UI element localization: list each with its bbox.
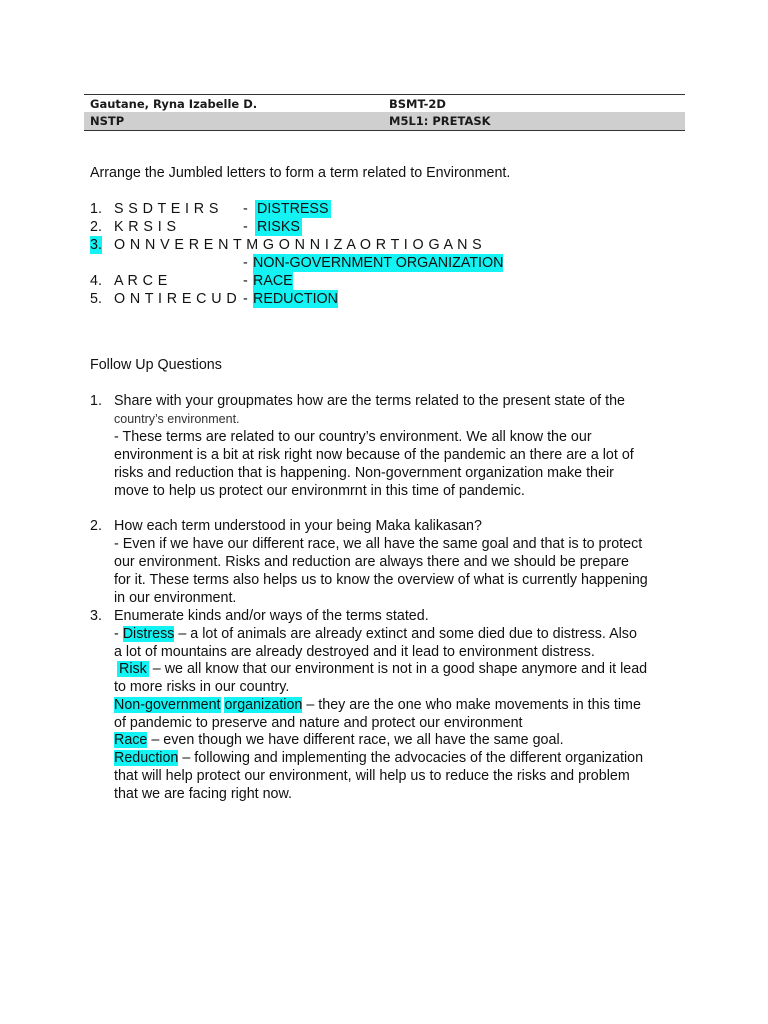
ngo-text: – they are the one who make movements in this time xyxy=(302,697,641,713)
term-organization: organization xyxy=(224,697,303,713)
student-name: Gautane, Ryna Izabelle D. xyxy=(90,97,258,111)
task-title: M5L1: PRETASK xyxy=(389,114,491,128)
distress-text: – a lot of animals are already extinct and some died due to distress. Also xyxy=(174,626,637,642)
answer-line: risks and reduction that is happening. Non-government organization make their xyxy=(114,465,614,481)
distress-line-2: a lot of mountains are already destroyed and it lead to environment distress. xyxy=(114,644,595,660)
question-1-text: Share with your groupmates how are the terms related to the present state of the xyxy=(114,393,625,409)
item-number: 2. xyxy=(90,219,102,235)
jumbled-letters: O N N V E R E N T M G O N N I Z A O R T I O G A N S xyxy=(114,237,483,253)
item-number: 3. xyxy=(90,237,102,253)
race-line xyxy=(114,731,564,749)
header-row-2 xyxy=(84,112,685,131)
jumbled-letters: A R C E xyxy=(114,273,168,289)
risk-line-2: to more risks in our country. xyxy=(114,679,290,695)
subject: NSTP xyxy=(90,114,125,128)
question-number: 1. xyxy=(90,393,102,409)
term-risk: Risk xyxy=(119,661,147,677)
term-distress: Distress xyxy=(122,626,175,642)
question-number: 3. xyxy=(90,608,102,624)
prefix: - xyxy=(114,626,123,642)
reduction-text: – following and implementing the advocacies of the different organization xyxy=(178,750,644,766)
question-3-text: Enumerate kinds and/or ways of the terms stated. xyxy=(114,608,429,624)
header-row-1 xyxy=(84,94,685,114)
item-number: 4. xyxy=(90,273,102,289)
instructions: Arrange the Jumbled letters to form a term related to Environment. xyxy=(90,165,511,181)
term-non-government: Non-government xyxy=(114,697,221,713)
answer-ngo: NON-GOVERNMENT ORGANIZATION xyxy=(253,255,504,271)
dash: - xyxy=(243,291,248,307)
ngo-line xyxy=(114,696,641,714)
answer-line: for it. These terms also helps us to know the overview of what is currently happening xyxy=(114,572,648,588)
reduction-line-2: that will help protect our environment, will help us to reduce the risks and problem xyxy=(114,768,630,784)
term-race: Race xyxy=(114,732,148,748)
risk-line xyxy=(117,660,647,678)
risk-text: – we all know that our environment is not in a good shape anymore and it lead xyxy=(148,661,648,677)
jumbled-letters: S S D T E I R S xyxy=(114,201,219,217)
dash: - xyxy=(243,201,248,217)
distress-line xyxy=(114,625,637,643)
question-number: 2. xyxy=(90,518,102,534)
dash: - xyxy=(243,255,248,271)
term-reduction: Reduction xyxy=(114,750,179,766)
answer-line: - Even if we have our different race, we all have the same goal and that is to protect xyxy=(114,536,643,552)
answer-distress: DISTRESS xyxy=(257,201,329,217)
dash: - xyxy=(243,273,248,289)
section: BSMT-2D xyxy=(389,97,446,111)
item-number: 1. xyxy=(90,201,102,217)
answer-race: RACE xyxy=(253,273,293,289)
jumbled-letters: O N T I R E C U D xyxy=(114,291,238,307)
item-number: 5. xyxy=(90,291,102,307)
answer-risks: RISKS xyxy=(257,219,300,235)
dash: - xyxy=(243,219,248,235)
jumbled-letters: K R S I S xyxy=(114,219,177,235)
answer-line: environment is a bit at risk right now because of the pandemic an there are a lot of xyxy=(114,447,634,463)
answer-line: our environment. Risks and reduction are always there and we should be prepare xyxy=(114,554,629,570)
reduction-line-3: that we are facing right now. xyxy=(114,786,293,802)
answer-line: in our environment. xyxy=(114,590,237,606)
reduction-line xyxy=(114,749,643,767)
question-1-text-cont: country’s environment. xyxy=(114,412,240,426)
answer-line: move to help us protect our environmrnt in this time of pandemic. xyxy=(114,483,525,499)
ngo-line-2: of pandemic to preserve and nature and protect our environment xyxy=(114,715,523,731)
answer-line: - These terms are related to our country’s environment. We all know the our xyxy=(114,429,592,445)
followup-title: Follow Up Questions xyxy=(90,357,222,373)
answer-reduction: REDUCTION xyxy=(253,291,338,307)
question-2-text: How each term understood in your being Maka kalikasan? xyxy=(114,518,482,534)
race-text: – even though we have different race, we all have the same goal. xyxy=(147,732,564,748)
